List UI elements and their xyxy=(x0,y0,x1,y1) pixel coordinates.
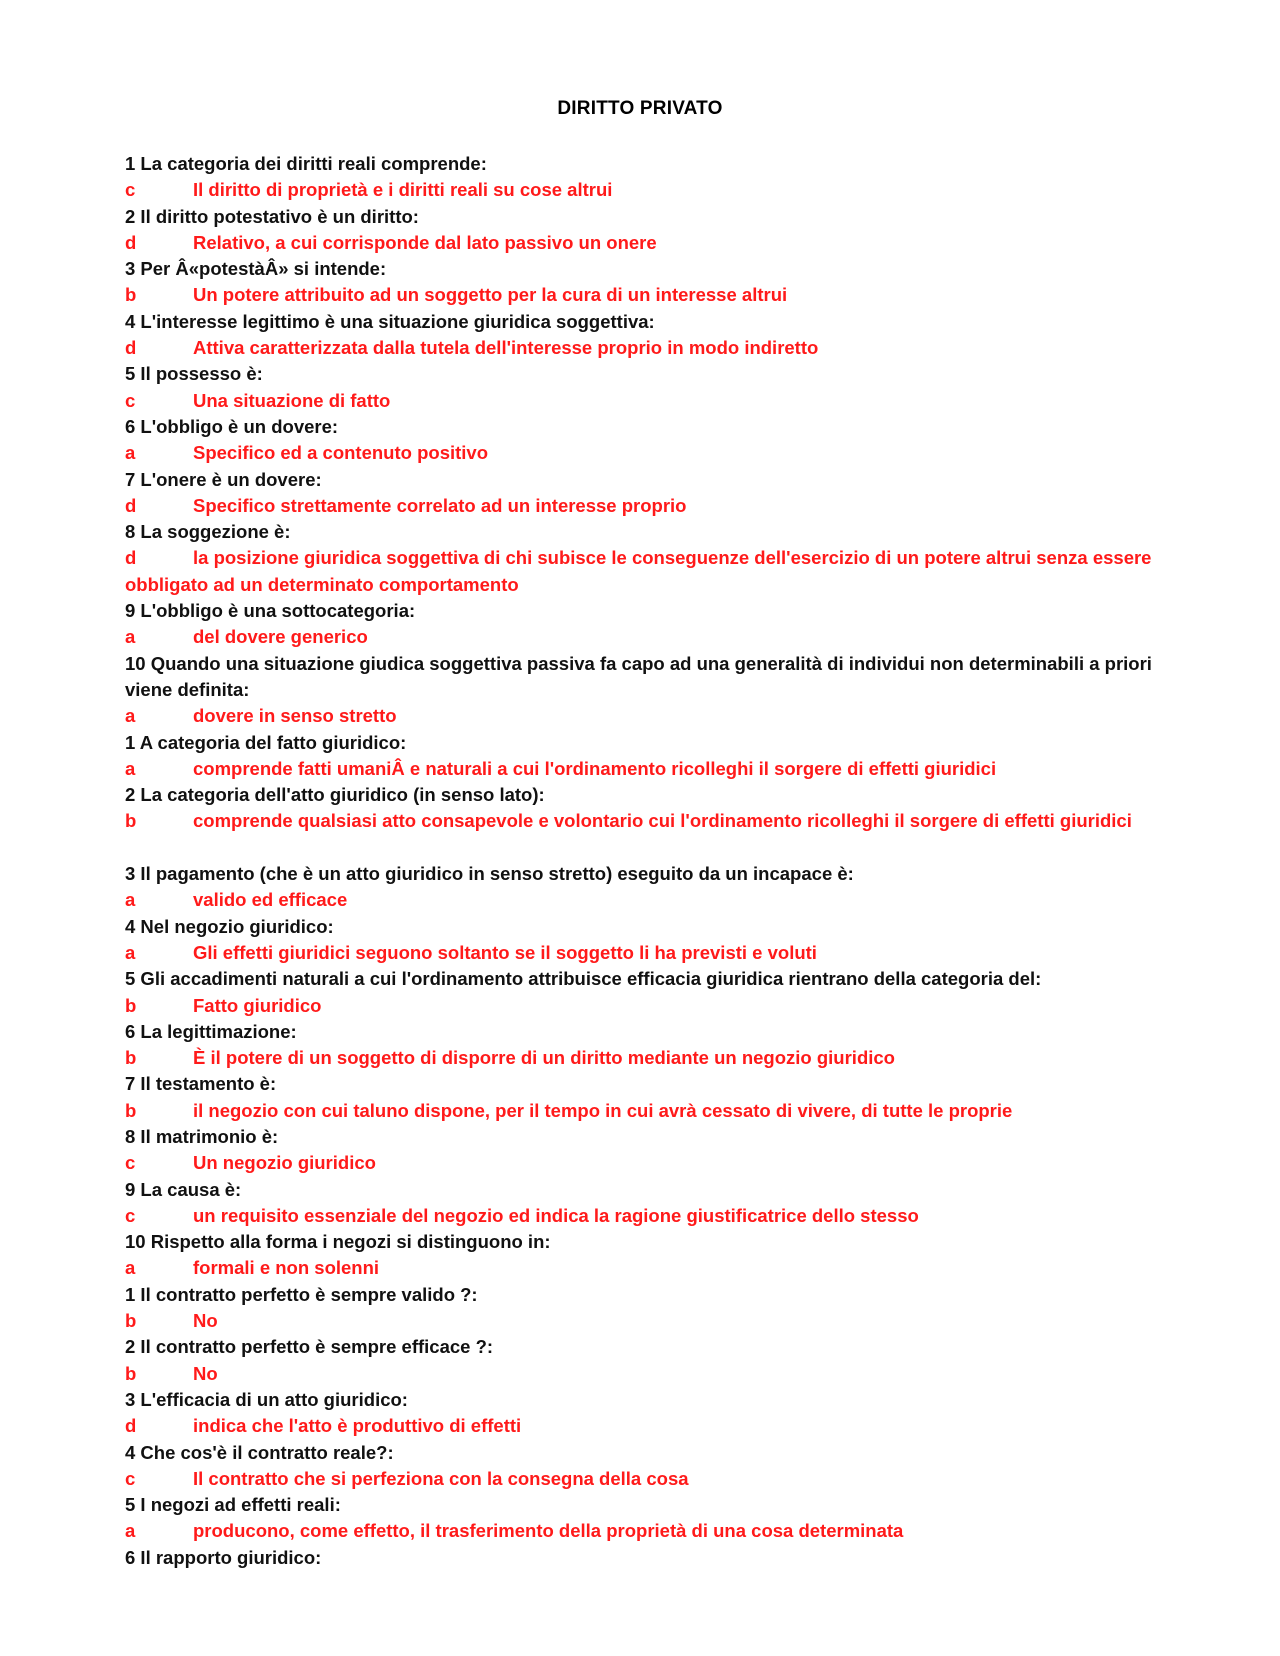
question: 3 Il pagamento (che è un atto giuridico in senso stretto) eseguito da un incapace è: xyxy=(125,863,854,885)
answer xyxy=(125,1361,1155,1387)
question: 2 Il contratto perfetto è sempre efficace ?: xyxy=(125,1336,494,1358)
answer-letter: c xyxy=(125,179,136,201)
answer-text: Fatto giuridico xyxy=(193,994,322,1016)
answer-text: producono, come effetto, il trasferimento della proprietà di una cosa determinata xyxy=(193,1520,904,1542)
answer-text: formali e non solenni xyxy=(193,1257,380,1279)
answer-text: Un negozio giuridico xyxy=(193,1152,376,1174)
answer-text: Il contratto che si perfeziona con la consegna della cosa xyxy=(193,1467,689,1489)
answer-letter: b xyxy=(125,1362,137,1384)
answer-letter: c xyxy=(125,389,136,411)
question: 3 L'efficacia di un atto giuridico: xyxy=(125,1388,408,1410)
answer xyxy=(125,1150,1155,1176)
answer-text: comprende qualsiasi atto consapevole e volontario cui l'ordinamento ricolleghi il sorgere di effetti giuridici xyxy=(193,810,1132,832)
answer-letter: a xyxy=(125,941,136,963)
answer-text: la posizione giuridica soggettiva di chi subisce le conseguenze dell'esercizio di un potere altrui senza essere obbligato ad un determinato comportamento xyxy=(125,547,1152,595)
answer xyxy=(125,282,1155,308)
answer-letter: a xyxy=(125,889,136,911)
answer-letter: c xyxy=(125,1152,136,1174)
answer-text: È il potere di un soggetto di disporre di un diritto mediante un negozio giuridico xyxy=(193,1047,895,1069)
answer-letter: d xyxy=(125,1415,137,1437)
blank-line xyxy=(125,835,1155,861)
answer xyxy=(125,993,1155,1019)
answer xyxy=(125,940,1155,966)
answer xyxy=(125,230,1155,256)
answer-text: Specifico strettamente correlato ad un interesse proprio xyxy=(193,494,687,516)
answer-letter: c xyxy=(125,1467,136,1489)
answer xyxy=(125,1045,1155,1071)
answer-text: valido ed efficace xyxy=(193,889,348,911)
question: 5 Il possesso è: xyxy=(125,363,263,385)
question: 2 La categoria dell'atto giuridico (in senso lato): xyxy=(125,784,545,806)
question: 9 La causa è: xyxy=(125,1178,242,1200)
answer-text: indica che l'atto è produttivo di effetti xyxy=(193,1415,522,1437)
answer-text: No xyxy=(193,1362,218,1384)
question: 2 Il diritto potestativo è un diritto: xyxy=(125,205,419,227)
question: 7 L'onere è un dovere: xyxy=(125,468,322,490)
answer-text: Una situazione di fatto xyxy=(193,389,391,411)
question: 5 Gli accadimenti naturali a cui l'ordinamento attribuisce efficacia giuridica rientrano della categoria del: xyxy=(125,968,1042,990)
answer-letter: b xyxy=(125,1310,137,1332)
question: 4 Nel negozio giuridico: xyxy=(125,915,334,937)
answer-text: Relativo, a cui corrisponde dal lato passivo un onere xyxy=(193,231,657,253)
answer xyxy=(125,177,1155,203)
question-list xyxy=(125,151,1155,1571)
answer-text: dovere in senso stretto xyxy=(193,705,397,727)
question: 6 L'obbligo è un dovere: xyxy=(125,415,339,437)
answer-text: Un potere attribuito ad un soggetto per la cura di un interesse altrui xyxy=(193,284,788,306)
answer xyxy=(125,1413,1155,1439)
answer xyxy=(125,808,1155,834)
page-title: DIRITTO PRIVATO xyxy=(557,98,723,119)
answer-text: un requisito essenziale del negozio ed indica la ragione giustificatrice dello stesso xyxy=(193,1204,919,1226)
answer xyxy=(125,756,1155,782)
answer-letter: b xyxy=(125,1047,137,1069)
answer xyxy=(125,493,1155,519)
answer-letter: a xyxy=(125,626,136,648)
question: 4 Che cos'è il contratto reale?: xyxy=(125,1441,394,1463)
answer xyxy=(125,440,1155,466)
answer-letter: b xyxy=(125,284,137,306)
answer xyxy=(125,335,1155,361)
answer-text: comprende fatti umaniÂ e naturali a cui l'ordinamento ricolleghi il sorgere di effetti giuridici xyxy=(193,757,997,779)
answer xyxy=(125,388,1155,414)
answer-letter: d xyxy=(125,231,137,253)
question: 1 La categoria dei diritti reali comprende: xyxy=(125,153,487,174)
answer-letter: b xyxy=(125,810,137,832)
answer-text: Il diritto di proprietà e i diritti reali su cose altrui xyxy=(193,179,613,201)
question: 6 La legittimazione: xyxy=(125,1020,297,1042)
answer-letter: a xyxy=(125,757,136,779)
answer xyxy=(125,887,1155,913)
answer-text: il negozio con cui taluno dispone, per il tempo in cui avrà cessato di vivere, di tutte le proprie xyxy=(193,1099,1013,1121)
answer-letter: c xyxy=(125,1204,136,1226)
answer-letter: d xyxy=(125,494,137,516)
question: 10 Quando una situazione giudica soggettiva passiva fa capo ad una generalità di individui non determinabili a priori viene definita: xyxy=(125,652,1152,700)
answer-letter: d xyxy=(125,547,137,569)
answer xyxy=(125,1098,1155,1124)
answer-letter: a xyxy=(125,1257,136,1279)
answer xyxy=(125,1203,1155,1229)
answer xyxy=(125,1308,1155,1334)
question: 6 Il rapporto giuridico: xyxy=(125,1546,322,1568)
answer-text: Specifico ed a contenuto positivo xyxy=(193,442,489,464)
answer xyxy=(125,545,1155,598)
answer xyxy=(125,1466,1155,1492)
answer-letter: a xyxy=(125,705,136,727)
question: 1 Il contratto perfetto è sempre valido ?: xyxy=(125,1283,478,1305)
question: 3 Per Â«potestàÂ» si intende: xyxy=(125,258,387,280)
answer-text: No xyxy=(193,1310,218,1332)
question: 4 L'interesse legittimo è una situazione giuridica soggettiva: xyxy=(125,310,655,332)
answer xyxy=(125,1518,1155,1544)
answer-text: Gli effetti giuridici seguono soltanto se il soggetto li ha previsti e voluti xyxy=(193,941,817,963)
answer xyxy=(125,1255,1155,1281)
answer-letter: b xyxy=(125,994,137,1016)
answer-letter: b xyxy=(125,1099,137,1121)
answer-letter: a xyxy=(125,1520,136,1542)
answer-text: del dovere generico xyxy=(193,626,368,648)
question: 9 L'obbligo è una sottocategoria: xyxy=(125,600,416,622)
question: 7 Il testamento è: xyxy=(125,1073,277,1095)
question: 8 Il matrimonio è: xyxy=(125,1125,279,1147)
answer-letter: a xyxy=(125,442,136,464)
question: 5 I negozi ad effetti reali: xyxy=(125,1494,341,1516)
answer-letter: d xyxy=(125,337,137,359)
answer-text: Attiva caratterizzata dalla tutela dell'interesse proprio in modo indiretto xyxy=(193,337,819,359)
question: 10 Rispetto alla forma i negozi si distinguono in: xyxy=(125,1231,551,1253)
answer xyxy=(125,703,1155,729)
question: 8 La soggezione è: xyxy=(125,521,291,543)
answer xyxy=(125,624,1155,650)
question: 1 A categoria del fatto giuridico: xyxy=(125,731,407,753)
